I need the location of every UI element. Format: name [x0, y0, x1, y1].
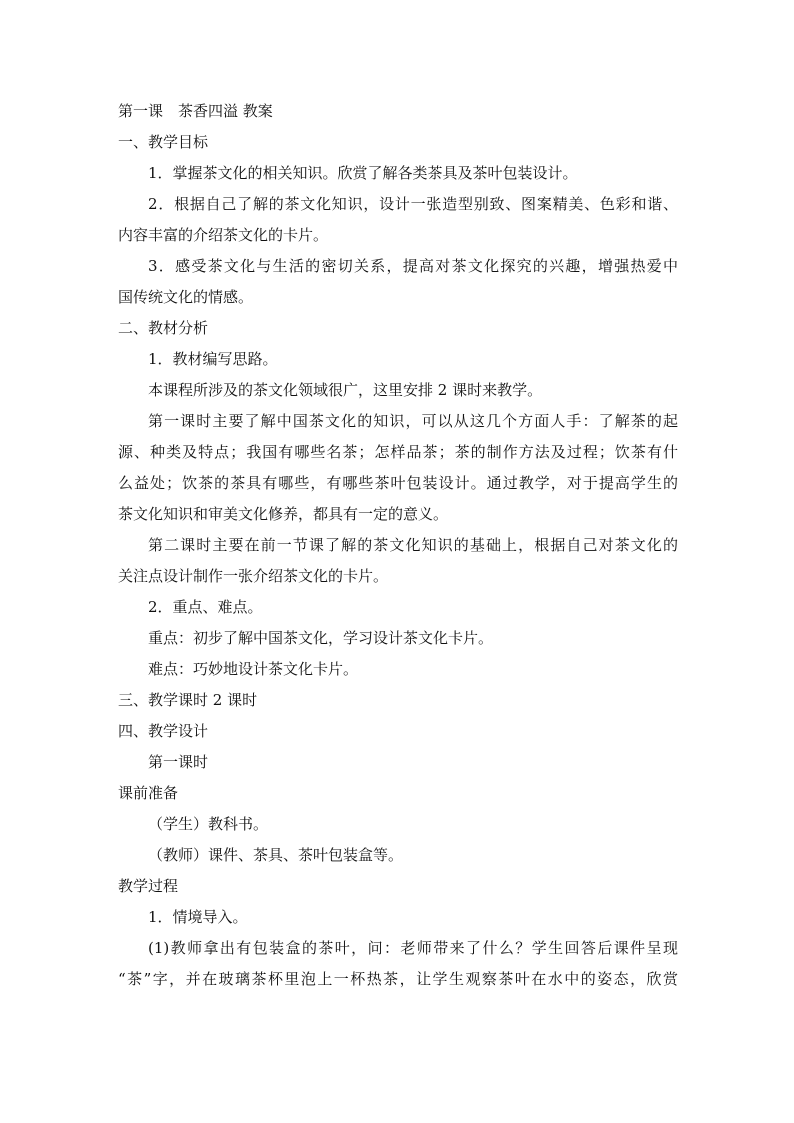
section-heading-objectives: 一、教学目标: [118, 133, 209, 151]
analysis-paragraph-line: 第一课时主要了解中国茶文化的知识，可以从这几个方面人手：了解茶的起: [148, 412, 678, 430]
key-point: 重点：初步了解中国茶文化，学习设计茶文化卡片。: [148, 629, 494, 647]
analysis-paragraph-line: 源、种类及特点；我国有哪些名茶；怎样品茶；茶的制作方法及过程；饮茶有什: [118, 443, 678, 461]
objective-3-line-2: 国传统文化的情感。: [118, 288, 254, 306]
process-step-1-detail-line-1: (1)教师拿出有包装盒的茶叶，问：老师带来了什么？学生回答后课件呈现: [148, 939, 678, 957]
analysis-item-2: 2．重点、难点。: [148, 598, 263, 616]
analysis-paragraph: 本课程所涉及的茶文化领域很广，这里安排 2 课时来教学。: [148, 381, 543, 399]
preparation-teacher: （教师）课件、茶具、茶叶包装盒等。: [148, 846, 404, 864]
analysis-paragraph-line: 茶文化知识和审美文化修养，都具有一定的意义。: [118, 505, 449, 523]
objective-1: 1．掌握茶文化的相关知识。欣赏了解各类茶具及茶叶包装设计。: [148, 164, 578, 182]
preparation-students: （学生）教科书。: [148, 815, 269, 833]
analysis-paragraph-line: 关注点设计制作一张介绍茶文化的卡片。: [118, 567, 389, 585]
process-step-1: 1．情境导入。: [148, 908, 248, 926]
objective-2-line-1: 2．根据自己了解的茶文化知识，设计一张造型别致、图案精美、色彩和谐、: [148, 195, 678, 213]
preparation-heading: 课前准备: [118, 784, 179, 802]
objective-2-line-2: 内容丰富的介绍茶文化的卡片。: [118, 226, 329, 244]
analysis-paragraph-line: 么益处；饮茶的茶具有哪些，有哪些茶叶包装设计。通过教学，对于提高学生的: [118, 474, 678, 492]
analysis-item-1: 1．教材编写思路。: [148, 350, 278, 368]
section-heading-analysis: 二、教材分析: [118, 319, 209, 337]
lesson-label: 第一课时: [148, 753, 209, 771]
document-title: 第一课 茶香四溢 教案: [118, 102, 273, 120]
objective-3-line-1: 3．感受茶文化与生活的密切关系，提高对茶文化探究的兴趣，增强热爱中: [148, 257, 678, 275]
process-step-1-detail-line-2: “茶”字，并在玻璃茶杯里泡上一杯热茶，让学生观察茶叶在水中的姿态，欣赏: [118, 970, 678, 988]
section-heading-hours: 三、教学课时 2 课时: [118, 691, 258, 709]
analysis-paragraph-line: 第二课时主要在前一节课了解的茶文化知识的基础上，根据自己对茶文化的: [148, 536, 678, 554]
lesson-plan-body: [118, 96, 678, 995]
process-heading: 教学过程: [118, 877, 179, 895]
section-heading-design: 四、教学设计: [118, 722, 209, 740]
difficult-point: 难点：巧妙地设计茶文化卡片。: [148, 660, 359, 678]
